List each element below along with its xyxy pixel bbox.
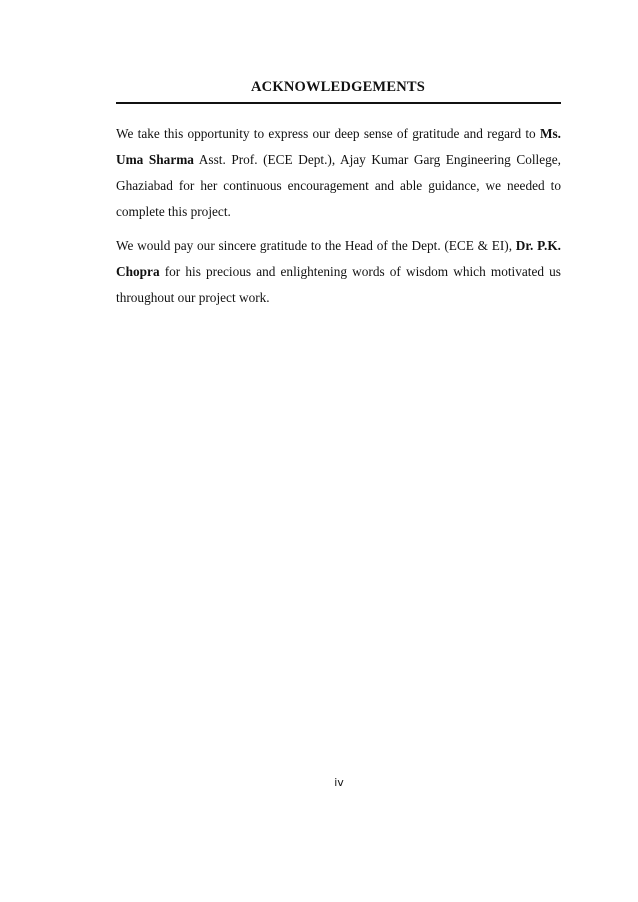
paragraph-hod-acknowledgement — [116, 233, 561, 311]
page-number: iv — [334, 776, 344, 789]
paragraph-text: for his precious and enlightening words of wisdom which motivated us throughout our project work. — [116, 264, 561, 305]
hod-name: Dr. P.K. Chopra — [116, 238, 561, 279]
paragraph-guide-acknowledgement — [116, 121, 561, 225]
guide-name: Ms. Uma Sharma — [116, 126, 561, 167]
page-title: ACKNOWLEDGEMENTS — [251, 79, 425, 95]
paragraph-text: We would pay our sincere gratitude to the Head of the Dept. (ECE & EI), — [116, 238, 516, 253]
paragraph-text: Asst. Prof. (ECE Dept.), Ajay Kumar Garg Engineering College, Ghaziabad for her continuous encouragement and able guidance, we needed to complete this project. — [116, 152, 562, 219]
paragraph-text: We take this opportunity to express our deep sense of gratitude and regard to — [116, 126, 540, 141]
title-underline — [116, 102, 561, 104]
